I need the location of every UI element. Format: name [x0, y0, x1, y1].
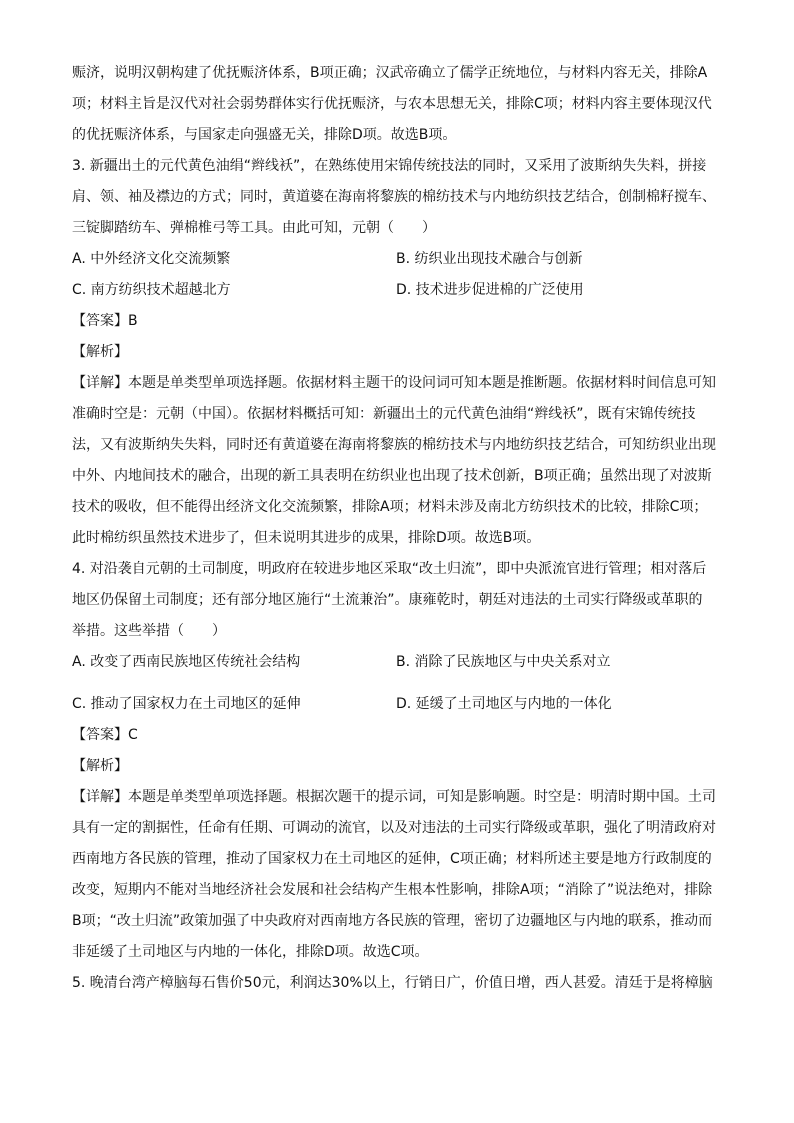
q4-option-a: A. 改变了西南民族地区传统社会结构 — [72, 654, 301, 670]
q4-explanation-line: B项；“改土归流”政策加强了中央政府对西南地方各民族的管理，密切了边疆地区与内地的联系，推动而 — [72, 913, 713, 929]
q4-explanation-line: 【详解】本题是单类型单项选择题。根据次题干的提示词，可知是影响题。时空是：明清时期中国。土司 — [72, 789, 716, 805]
text-line: 赈济，说明汉朝构建了优抚赈济体系，B项正确；汉武帝确立了儒学正统地位，与材料内容无关，排除A — [72, 65, 708, 81]
q4-explanation-line: 具有一定的割据性，任命有任期、可调动的流官，以及对违法的土司实行降级或革职，强化了明清政府对 — [72, 820, 716, 836]
q3-stem-line: 三锭脚踏纺车、弹棉椎弓等工具。由此可知，元朝（ ） — [72, 220, 436, 236]
q3-options-row — [72, 275, 724, 306]
q3-options-row — [72, 244, 724, 275]
q3-option-b: B. 纺织业出现技术融合与创新 — [396, 251, 583, 267]
q3-option-d: D. 技术进步促进棉的广泛使用 — [396, 282, 584, 298]
q4-stem-line: 4. 对沿袭自元朝的土司制度，明政府在较进步地区采取“改土归流”，即中央派流官进行管理；相对落后 — [72, 561, 707, 577]
q4-explanation-line: 西南地方各民族的管理，推动了国家权力在土司地区的延伸，C项正确；材料所述主要是地方行政制度的 — [72, 851, 712, 867]
q3-answer: 【答案】B — [72, 313, 138, 329]
q3-explanation-line: 【详解】本题是单类型单项选择题。依据材料主题干的设问词可知本题是推断题。依据材料时间信息可知 — [72, 375, 716, 391]
q3-explanation-line: 中外、内地间技术的融合，出现的新工具表明在纺织业也出现了技术创新，B项正确；虽然出现了对波斯 — [72, 468, 712, 484]
question-3 — [72, 151, 724, 554]
q4-explanation-line: 非延缓了土司地区与内地的一体化，排除D项。故选C项。 — [72, 944, 429, 960]
q3-explanation-line: 法，又有波斯纳失失料，同时还有黄道婆在海南将黎族的棉纺技术与内地纺织技艺结合，可知纺织业出现 — [72, 437, 716, 453]
q2-explanation-tail — [72, 58, 724, 151]
document-page — [72, 58, 724, 999]
q3-explanation-line: 技术的吸收，但不能得出经济文化交流频繁，排除A项；材料未涉及南北方纺织技术的比较，排除C项； — [72, 499, 708, 515]
q3-explanation-line: 准确时空是：元朝（中国）。依据材料概括可知：新疆出土的元代黄色油绢“辫线袄”，既有宋锦传统技 — [72, 406, 696, 422]
q3-stem-line: 3. 新疆出土的元代黄色油绢“辫线袄”，在熟练使用宋锦传统技法的同时，又采用了波斯纳失失料，拼接 — [72, 158, 707, 174]
q4-explanation-line: 改变，短期内不能对当地经济社会发展和社会结构产生根本性影响，排除A项；“消除了”说法绝对，排除 — [72, 882, 713, 898]
q4-stem-line: 地区仍保留土司制度；还有部分地区施行“土流兼治”。康雍乾时，朝廷对违法的土司实行降级或革职的 — [72, 592, 703, 608]
text-line: 项；材料主旨是汉代对社会弱势群体实行优抚赈济，与农本思想无关，排除C项；材料内容主要体现汉代 — [72, 96, 712, 112]
q4-options-row — [72, 647, 724, 678]
q3-stem-line: 肩、领、袖及襟边的方式；同时，黄道婆在海南将黎族的棉纺技术与内地纺织技艺结合，创制棉籽搅车、 — [72, 189, 716, 205]
question-5 — [72, 968, 724, 999]
q3-option-c: C. 南方纺织技术超越北方 — [72, 282, 231, 298]
q3-option-a: A. 中外经济文化交流频繁 — [72, 251, 231, 267]
q3-analysis-label: 【解析】 — [72, 344, 128, 360]
q4-option-c: C. 推动了国家权力在土司地区的延伸 — [72, 696, 301, 712]
q4-analysis-label: 【解析】 — [72, 758, 128, 774]
q4-option-b: B. 消除了民族地区与中央关系对立 — [396, 654, 611, 670]
text-line: 的优抚赈济体系，与国家走向强盛无关，排除D项。故选B项。 — [72, 127, 457, 143]
q4-stem-line: 举措。这些举措（ ） — [72, 623, 226, 639]
q4-answer: 【答案】C — [72, 727, 138, 743]
question-4 — [72, 554, 724, 968]
q4-options-row — [72, 689, 724, 720]
q3-explanation-line: 此时棉纺织虽然技术进步了，但未说明其进步的成果，排除D项。故选B项。 — [72, 530, 541, 546]
q5-stem-line: 5. 晚清台湾产樟脑每石售价50元，利润达30%以上，行销日广，价值日增，西人甚爱。清廷于是将樟脑 — [72, 975, 713, 991]
q4-option-d: D. 延缓了土司地区与内地的一体化 — [396, 696, 612, 712]
